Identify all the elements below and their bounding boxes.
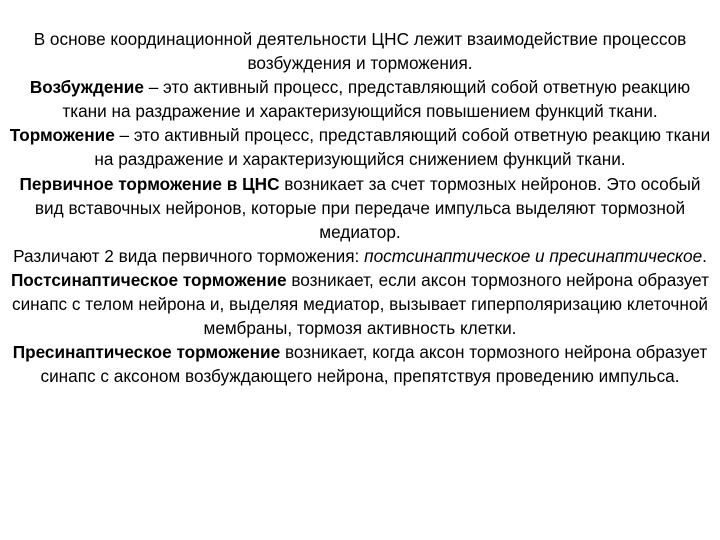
paragraph-presynaptic: [8, 340, 712, 388]
term-inhibition: Торможение: [9, 125, 115, 146]
paragraph-inhibition: [8, 123, 712, 171]
presynaptic-definition: возникает, когда аксон тормозного нейрона образует синапс с аксоном возбуждающего нейрона, препятствуя проведению импульса.: [40, 342, 708, 387]
types-tail: .: [702, 245, 707, 266]
types-italic: постсинаптическое и пресинаптическое: [364, 245, 703, 266]
term-presynaptic: Пресинаптическое торможение: [12, 342, 281, 363]
paragraph-postsynaptic: [8, 268, 712, 340]
intro-text: В основе координационной деятельности ЦНС лежит взаимодействие процессов возбуждения и торможения.: [33, 29, 687, 74]
paragraph-types: [8, 244, 712, 268]
excitation-definition: – это активный процесс, представляющий собой ответную реакцию ткани на раздражение и характеризующийся повышением функций ткани.: [62, 77, 691, 122]
term-postsynaptic: Постсинаптическое торможение: [10, 269, 287, 290]
postsynaptic-definition: возникает, если аксон тормозного нейрона образует синапс с телом нейрона и, выделяя медиатор, вызывает гиперполяризацию клеточной мембраны, тормозя активность клетки.: [11, 269, 710, 339]
paragraph-primary-inhibition: [8, 172, 712, 244]
paragraph-excitation: [8, 75, 712, 123]
term-excitation: Возбуждение: [29, 77, 144, 98]
paragraph-intro: [8, 27, 712, 75]
term-primary-inhibition: Первичное торможение в ЦНС: [19, 173, 280, 194]
primary-inhibition-definition: возникает за счет тормозных нейронов. Это особый вид вставочных нейронов, которые при передаче импульса выделяют тормозной медиатор.: [34, 173, 701, 242]
types-text: Различают 2 вида первичного торможения:: [13, 245, 365, 266]
slide-text-body: [8, 27, 712, 388]
inhibition-definition: – это активный процесс, представляющий собой ответную реакцию ткани на раздражение и характеризующийся снижением функций ткани.: [94, 125, 711, 170]
